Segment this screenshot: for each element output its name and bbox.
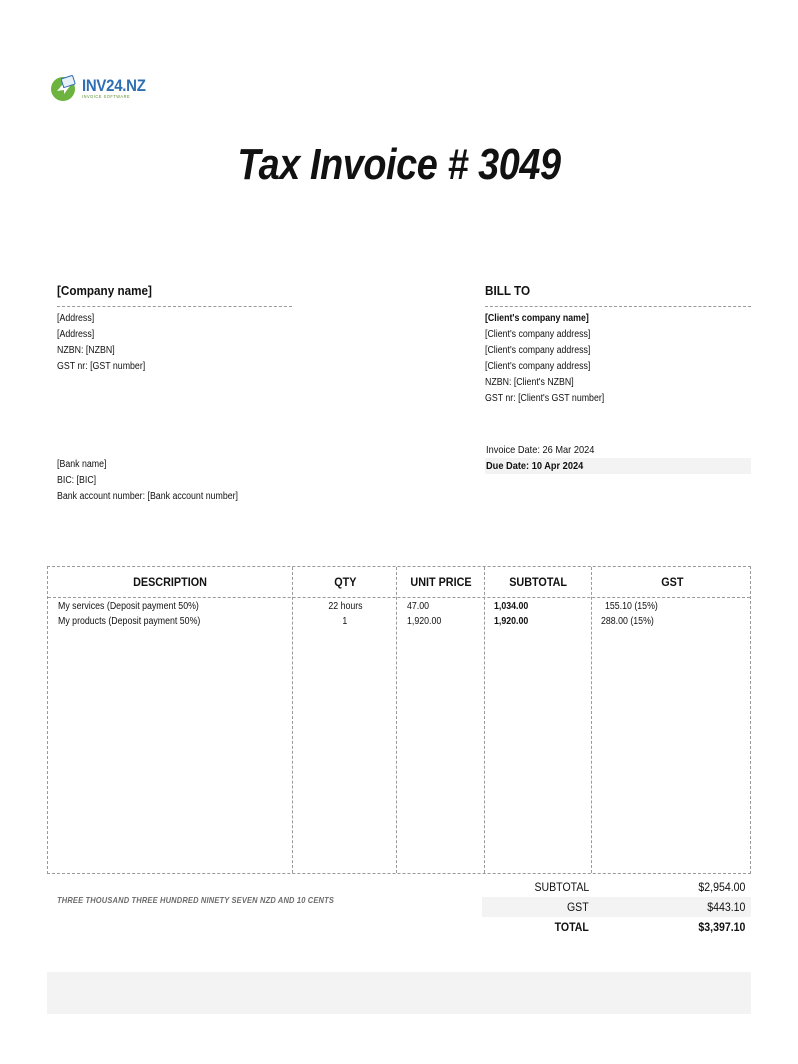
client-address-3: [Client's company address] — [485, 361, 591, 372]
header-description: DESCRIPTION — [133, 575, 208, 589]
seller-company-name: [Company name] — [57, 283, 292, 307]
table-header — [48, 567, 750, 598]
bill-to-block — [485, 283, 751, 407]
totals-block — [482, 877, 751, 937]
seller-block — [57, 283, 292, 375]
row-subtotal: 1,034.00 — [494, 601, 529, 612]
row-subtotal: 1,920.00 — [494, 616, 529, 627]
logo-name: INV24.NZ — [82, 75, 146, 95]
row-qty: 22 hours — [327, 601, 363, 612]
row-qty: 1 — [342, 616, 348, 627]
row-unit-price: 47.00 — [407, 601, 430, 612]
gst-value: $443.10 — [706, 900, 745, 914]
subtotal-row — [482, 877, 751, 897]
row-gst: 155.10 (15%) — [605, 601, 658, 612]
invoice-dates — [485, 442, 751, 474]
gst-row — [482, 897, 751, 917]
footer-notes-area — [47, 972, 751, 1014]
invoice-title: Tax Invoice # 3049 — [237, 140, 561, 189]
seller-address-1: [Address] — [57, 313, 95, 324]
row-unit-price: 1,920.00 — [407, 616, 442, 627]
seller-nzbn: NZBN: [NZBN] — [57, 345, 115, 356]
client-company-name: [Client's company name] — [485, 313, 589, 324]
client-address-2: [Client's company address] — [485, 345, 591, 356]
gst-label: GST — [567, 900, 589, 914]
company-logo — [48, 72, 154, 104]
bank-name: [Bank name] — [57, 459, 107, 470]
amount-in-words: THREE THOUSAND THREE HUNDRED NINETY SEVEN NZD AND 10 CENTS — [57, 895, 335, 905]
total-row — [482, 917, 751, 937]
seller-address-2: [Address] — [57, 329, 95, 340]
bill-to-heading: BILL TO — [485, 283, 751, 307]
bank-bic: BIC: [BIC] — [57, 475, 97, 486]
total-value: $3,397.10 — [698, 920, 745, 934]
subtotal-value: $2,954.00 — [698, 880, 745, 894]
header-gst: GST — [660, 575, 684, 589]
subtotal-label: SUBTOTAL — [534, 880, 589, 894]
header-subtotal: SUBTOTAL — [509, 575, 568, 589]
row-description: My products (Deposit payment 50%) — [58, 616, 201, 627]
table-row — [48, 614, 750, 629]
bank-account: Bank account number: [Bank account number] — [57, 491, 239, 502]
row-gst: 288.00 (15%) — [601, 616, 654, 627]
due-date: Due Date: 10 Apr 2024 — [485, 458, 751, 474]
header-qty: QTY — [333, 575, 357, 589]
header-unit-price: UNIT PRICE — [410, 575, 472, 589]
row-description: My services (Deposit payment 50%) — [58, 601, 199, 612]
client-address-1: [Client's company address] — [485, 329, 591, 340]
client-nzbn: NZBN: [Client's NZBN] — [485, 377, 574, 388]
bank-details — [57, 457, 263, 505]
logo-subtitle: INVOICE SOFTWARE — [82, 93, 131, 99]
line-items-table — [47, 566, 751, 874]
seller-gst: GST nr: [GST number] — [57, 361, 146, 372]
client-gst: GST nr: [Client's GST number] — [485, 393, 605, 404]
logo-swoosh-icon — [48, 73, 78, 103]
table-row — [48, 599, 750, 614]
invoice-date: Invoice Date: 26 Mar 2024 — [486, 444, 595, 456]
total-label: TOTAL — [554, 920, 589, 934]
